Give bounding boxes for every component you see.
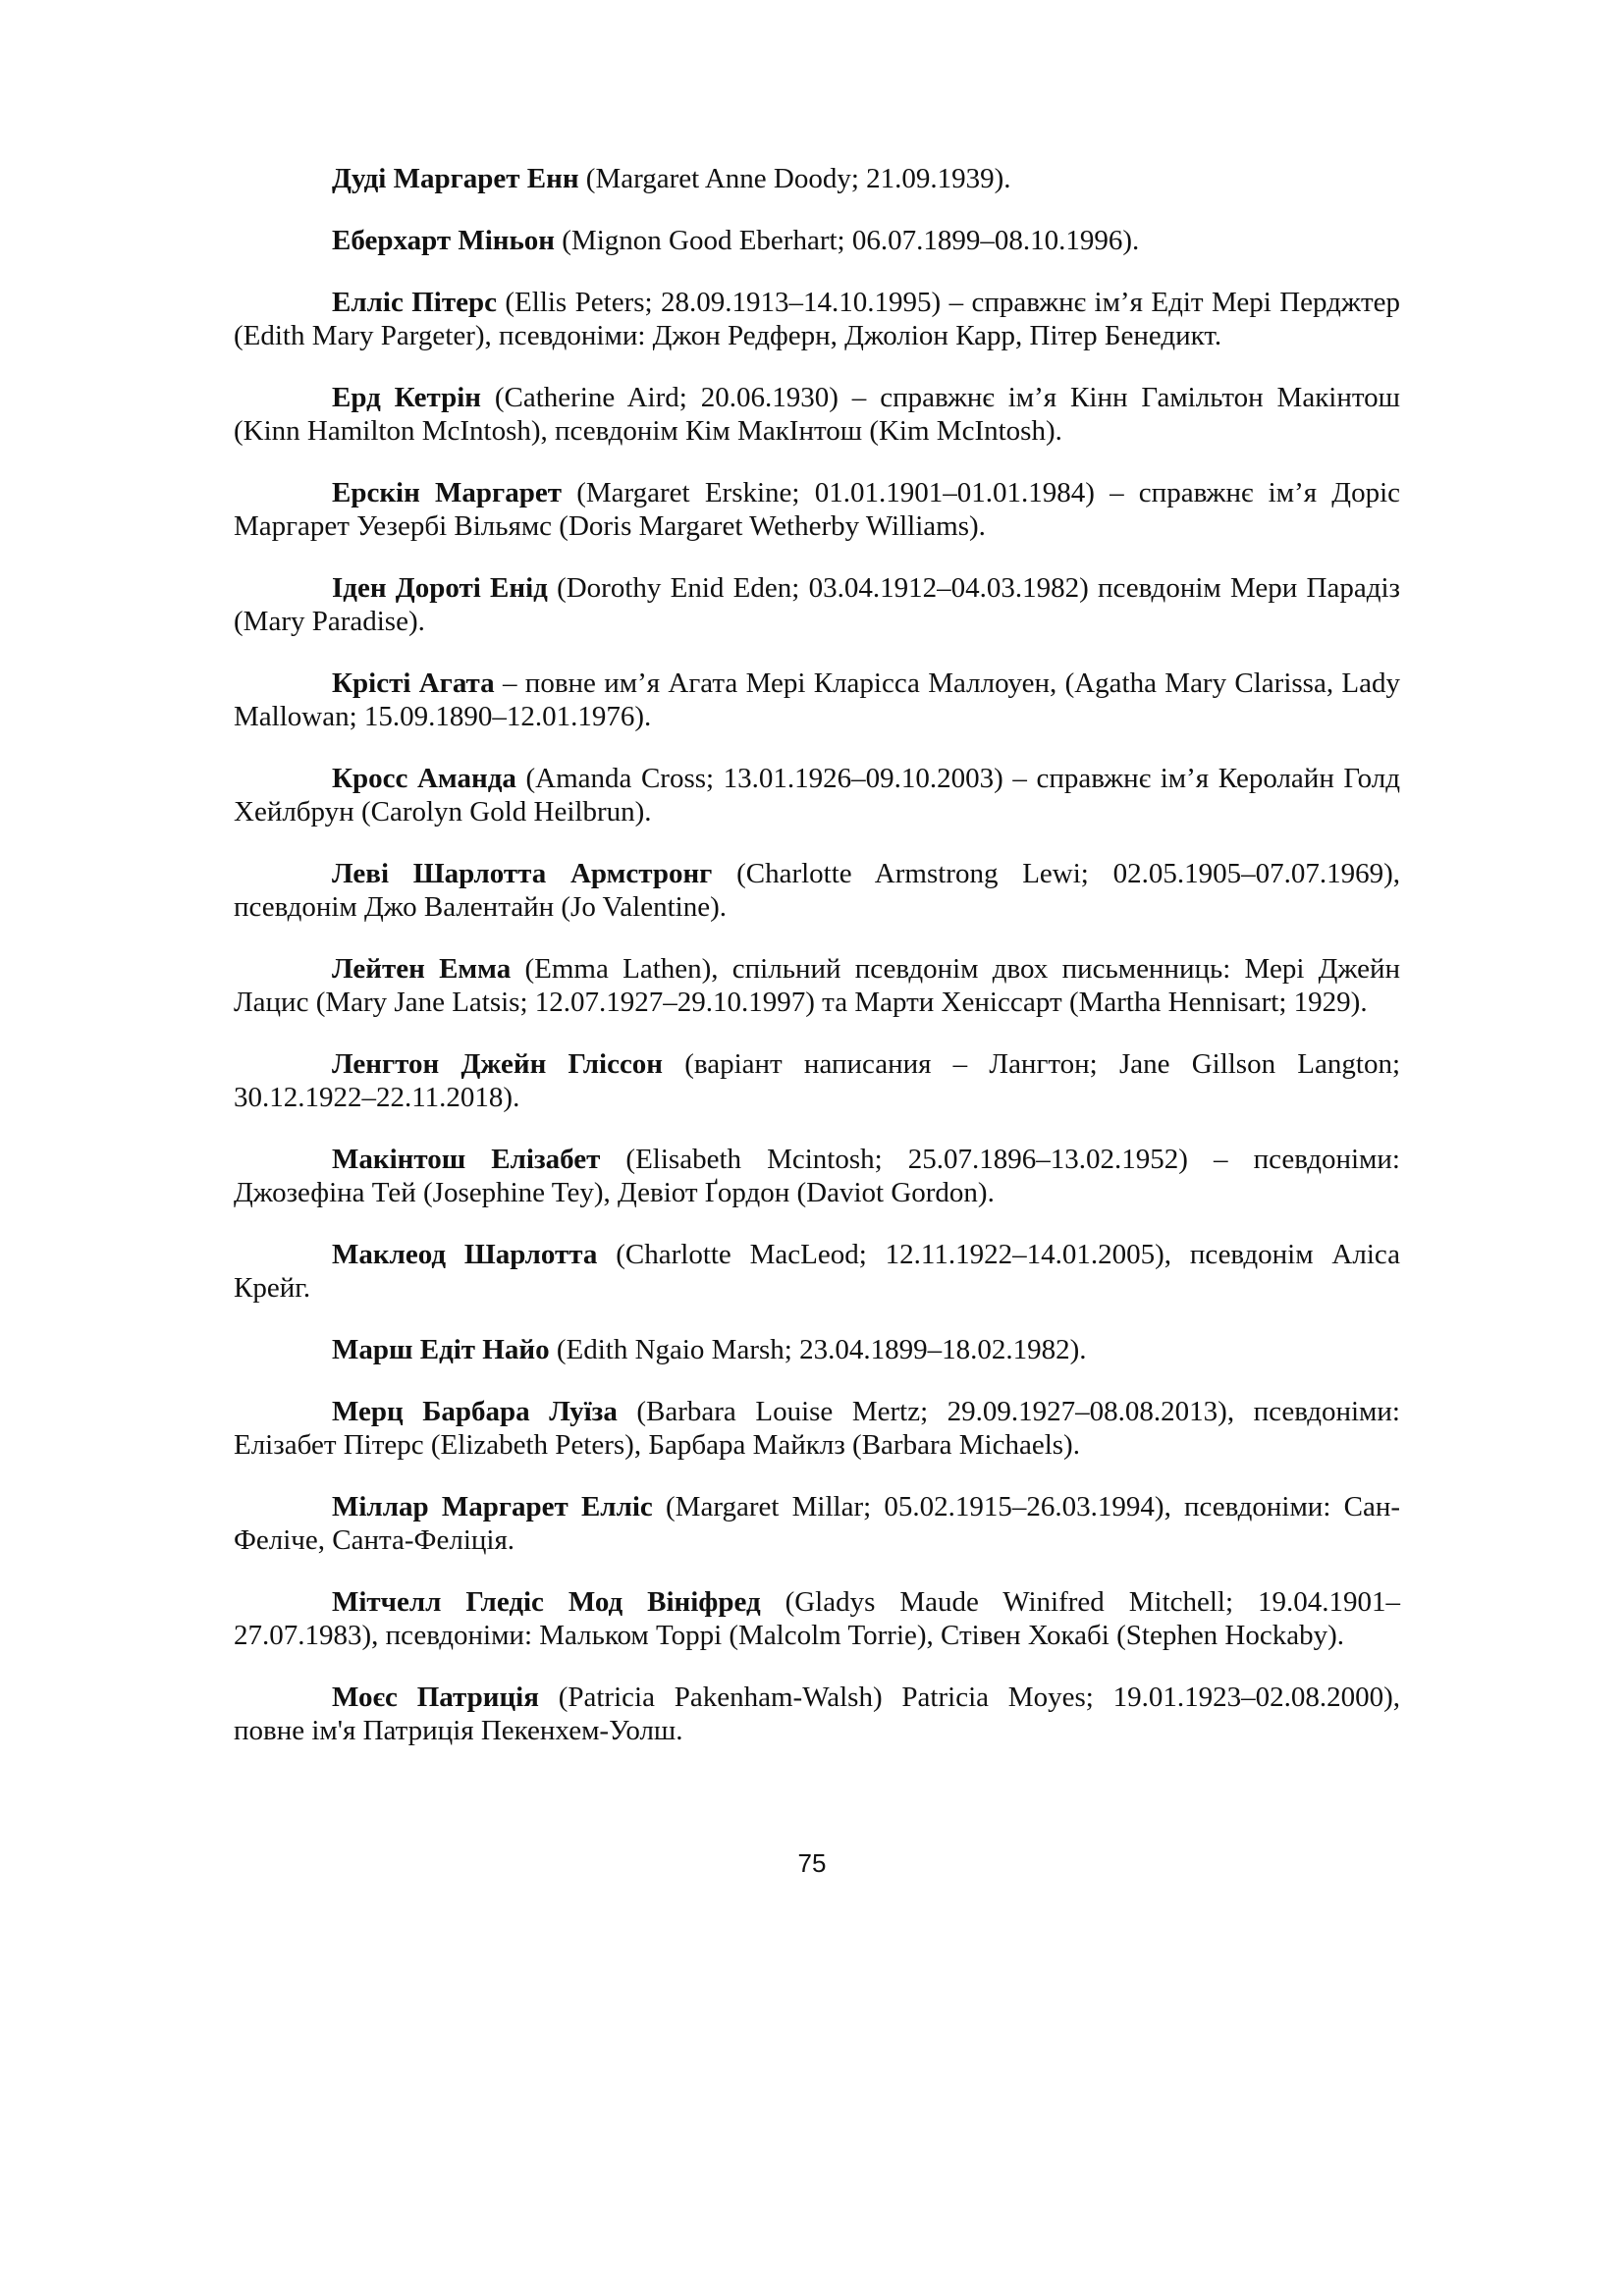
entry-name: Марш Едіт Найо xyxy=(332,1334,550,1365)
entry-text: (Ellis Peters; 28.09.1913–14.10.1995) – справжнє ім’я Едіт Мері Перджтер (Edith Mary Pargeter), псевдоніми: Джон Редферн, Джоліон Карр, Пітер Бенедикт. xyxy=(234,287,1400,351)
entry-text: (Margaret Millar; 05.02.1915–26.03.1994), псевдоніми: Сан-Феліче, Санта-Феліція. xyxy=(234,1491,1401,1556)
entry-text: (Margaret Erskine; 01.01.1901–01.01.1984) – справжнє ім’я Доріс Маргарет Уезербі Вільямс (Doris Margaret Wetherby Williams). xyxy=(234,477,1400,542)
entry-lathen xyxy=(234,952,1400,1019)
entry-text: (Edith Ngaio Marsh; 23.04.1899–18.02.1982). xyxy=(549,1334,1087,1365)
entry-name: Мерц Барбара Луїза xyxy=(332,1396,618,1427)
entry-name: Еберхарт Міньон xyxy=(332,225,556,256)
entry-list xyxy=(234,162,1400,1776)
entry-name: Ерд Кетрін xyxy=(332,382,481,413)
entry-text: (Emma Lathen), спільний псевдонім двох письменниць: Мері Джейн Лацис (Mary Jane Latsis; 12.07.1927–29.10.1997) та Марти Хеніссарт (Martha Hennisart; 1929). xyxy=(234,953,1400,1018)
page-number: 75 xyxy=(797,1848,827,1878)
entry-doody xyxy=(234,162,1400,195)
entry-mertz xyxy=(234,1395,1400,1462)
entry-peters xyxy=(234,286,1400,352)
entry-name: Кросс Аманда xyxy=(332,763,516,794)
entry-text: (Catherine Aird; 20.06.1930) – справжнє ім’я Кінн Гамільтон Макінтош (Kinn Hamilton McIntosh), псевдонім Кім МакІнтош (Kim McIntosh). xyxy=(234,382,1400,447)
entry-name: Макінтош Елізабет xyxy=(332,1144,601,1175)
entry-text: (Amanda Cross; 13.01.1926–09.10.2003) – справжнє ім’я Керолайн Голд Хейлбрун (Carolyn Gold Heilbrun). xyxy=(234,763,1400,828)
entry-name: Лейтен Емма xyxy=(332,953,512,985)
entry-erskine xyxy=(234,476,1400,543)
entry-text: (Elisabeth Mcintosh; 25.07.1896–13.02.1952) – псевдоніми: Джозефіна Тей (Josephine Tey), Девіот Ґордон (Daviot Gordon). xyxy=(234,1144,1400,1208)
entry-name: Іден Дороті Енід xyxy=(332,572,548,604)
entry-langton xyxy=(234,1047,1400,1114)
entry-name: Мітчелл Гледіс Мод Вініфред xyxy=(332,1586,761,1618)
entry-moyes xyxy=(234,1681,1400,1747)
entry-aird xyxy=(234,381,1400,448)
entry-text: (Gladys Maude Winifred Mitchell; 19.04.1901–27.07.1983), псевдоніми: Мальком Торрі (Malcolm Torrie), Стівен Хокабі (Stephen Hockaby). xyxy=(234,1586,1400,1651)
entry-text: (Charlotte MacLeod; 12.11.1922–14.01.2005), псевдонім Аліса Крейг. xyxy=(234,1239,1400,1304)
entry-text: – повне им’я Агата Мері Кларісса Маллоуен, (Agatha Mary Clarissa, Lady Mallowan; 15.09.1890–12.01.1976). xyxy=(234,667,1400,732)
entry-name: Дуді Маргарет Енн xyxy=(332,163,579,194)
entry-text: (Charlotte Armstrong Lewi; 02.05.1905–07.07.1969), псевдонім Джо Валентайн (Jo Valentine). xyxy=(234,858,1400,923)
entry-text: (Margaret Anne Doody; 21.09.1939). xyxy=(578,163,1011,194)
entry-macleod xyxy=(234,1238,1400,1305)
entry-text: (Mignon Good Eberhart; 06.07.1899–08.10.1996). xyxy=(555,225,1140,256)
entry-text: (Patricia Pakenham-Walsh) Patricia Moyes; 19.01.1923–02.08.2000), повне ім'я Патриція Пекенхем-Уолш. xyxy=(234,1682,1401,1746)
entry-name: Ерскін Маргарет xyxy=(332,477,562,508)
entry-mcintosh xyxy=(234,1143,1400,1209)
entry-name: Крісті Агата xyxy=(332,667,495,699)
entry-name: Елліс Пітерс xyxy=(332,287,497,318)
entry-name: Міллар Маргарет Елліс xyxy=(332,1491,653,1522)
entry-christie xyxy=(234,667,1400,733)
entry-text: (варіант написания – Лангтон; Jane Gillson Langton; 30.12.1922–22.11.2018). xyxy=(234,1048,1401,1113)
entry-millar xyxy=(234,1490,1400,1557)
entry-text: (Barbara Louise Mertz; 29.09.1927–08.08.2013), псевдоніми: Елізабет Пітерс (Elizabeth Peters), Барбара Майклз (Barbara Michaels). xyxy=(234,1396,1400,1461)
entry-name: Ленгтон Джейн Гліссон xyxy=(332,1048,664,1080)
entry-eberhart xyxy=(234,224,1400,257)
entry-text: (Dorothy Enid Eden; 03.04.1912–04.03.1982) псевдонім Мери Парадіз (Mary Paradise). xyxy=(234,572,1400,637)
entry-name: Моєс Патриція xyxy=(332,1682,539,1713)
entry-marsh xyxy=(234,1333,1400,1366)
entry-name: Леві Шарлотта Армстронг xyxy=(332,858,713,889)
entry-eden xyxy=(234,571,1400,638)
entry-name: Маклеод Шарлотта xyxy=(332,1239,598,1270)
entry-lewi xyxy=(234,857,1400,924)
entry-cross xyxy=(234,762,1400,828)
entry-mitchell xyxy=(234,1585,1400,1652)
